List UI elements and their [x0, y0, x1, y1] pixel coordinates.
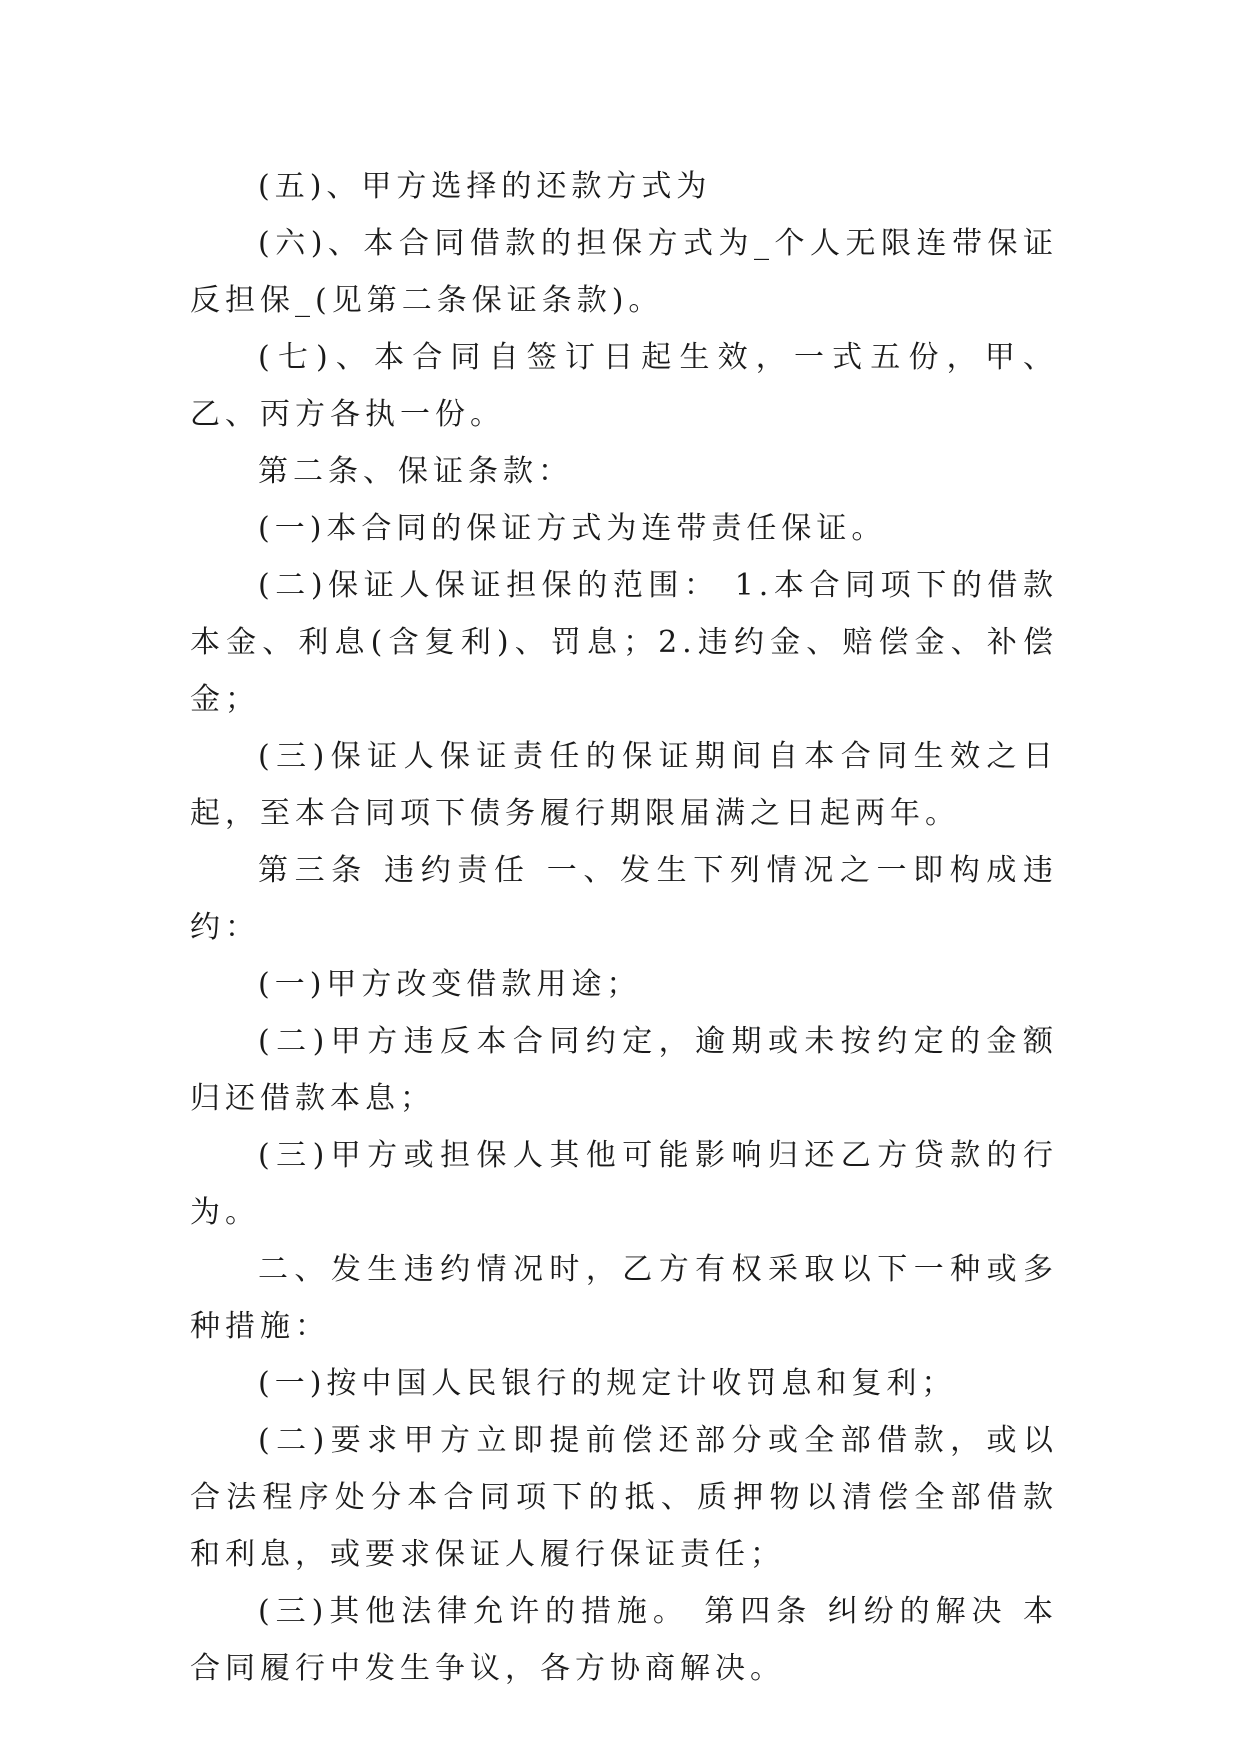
paragraph-remedy-repayment: (二)要求甲方立即提前偿还部分或全部借款，或以合法程序处分本合同项下的抵、质押物以清偿全部借款和利息，或要求保证人履行保证责任；: [190, 1423, 1058, 1572]
paragraph-remedy-penalty: (一)按中国人民银行的规定计收罚息和复利；: [258, 1366, 957, 1401]
document-body: [190, 158, 1058, 1697]
paragraph-remedies-intro: 二、发生违约情况时，乙方有权采取以下一种或多种措施：: [190, 1252, 1058, 1344]
paragraph-effective-date: (七)、本合同自签订日起生效，一式五份，甲、乙、丙方各执一份。: [190, 340, 1058, 432]
paragraph-guarantee-scope: (二)保证人保证担保的范围： 1.本合同项下的借款本金、利息(含复利)、罚息；2.违约金、赔偿金、补偿金；: [190, 568, 1058, 717]
paragraph-breach-purpose: (一)甲方改变借款用途；: [258, 967, 642, 1002]
paragraph-breach-other: (三)甲方或担保人其他可能影响归还乙方贷款的行为。: [190, 1138, 1058, 1230]
paragraph-guarantee-period: (三)保证人保证责任的保证期间自本合同生效之日起，至本合同项下债务履行期限届满之日起两年。: [190, 739, 1058, 831]
paragraph-repayment-method: (五)、甲方选择的还款方式为: [258, 169, 712, 204]
heading-article-two: 第二条、保证条款：: [258, 454, 573, 489]
paragraph-breach-overdue: (二)甲方违反本合同约定，逾期或未按约定的金额归还借款本息；: [190, 1024, 1058, 1116]
paragraph-remedy-other-article-four: (三)其他法律允许的措施。 第四条 纠纷的解决 本合同履行中发生争议，各方协商解决。: [190, 1594, 1058, 1686]
paragraph-guarantee-method: (六)、本合同借款的担保方式为_个人无限连带保证反担保_(见第二条保证条款)。: [190, 226, 1058, 318]
paragraph-guarantee-type: (一)本合同的保证方式为连带责任保证。: [258, 511, 887, 546]
heading-article-three: 第三条 违约责任 一、发生下列情况之一即构成违约：: [190, 853, 1058, 945]
